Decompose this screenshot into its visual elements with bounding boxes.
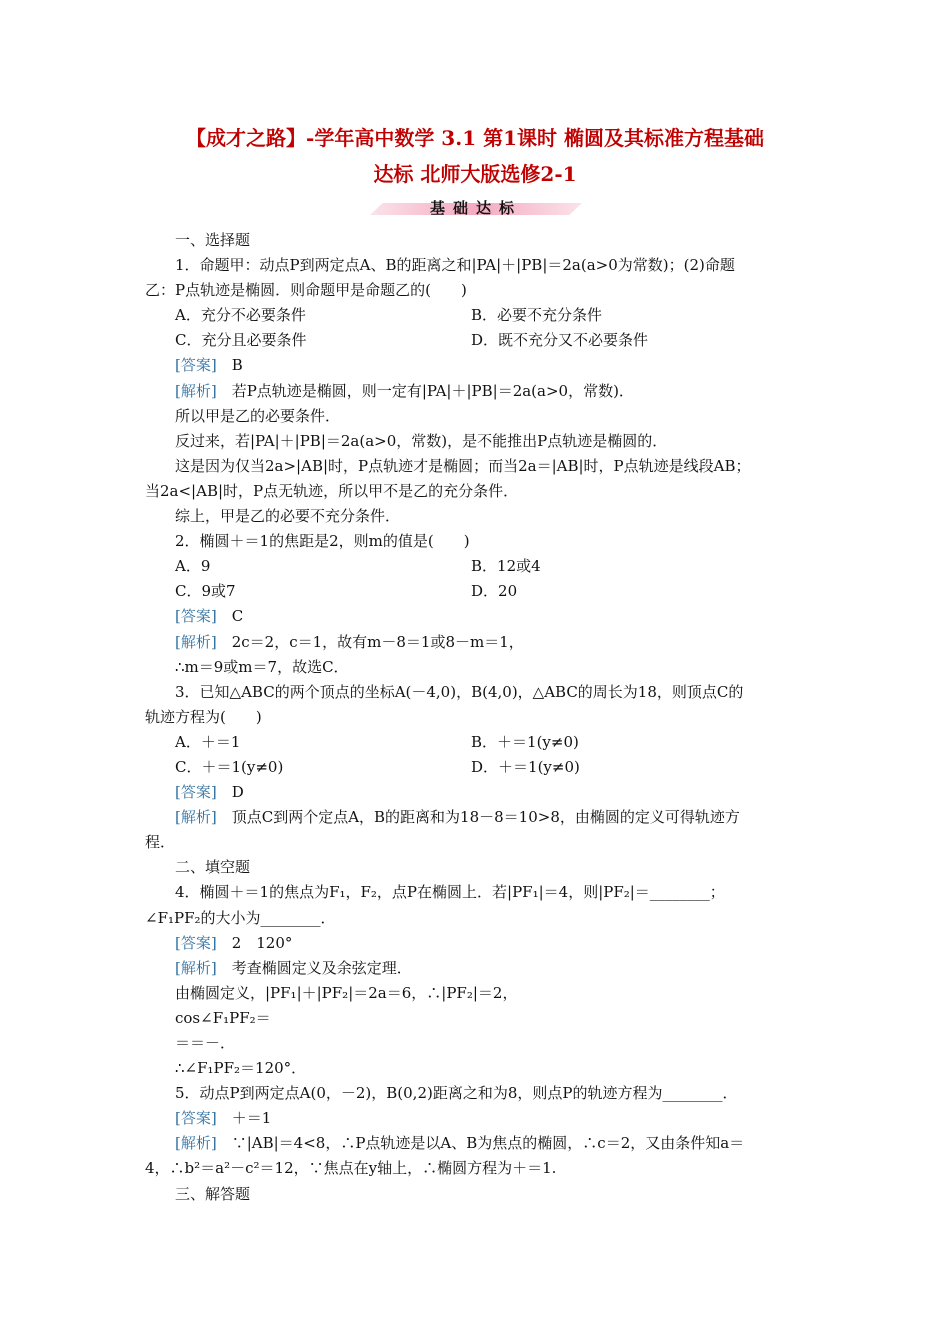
text-line: 程． xyxy=(145,833,176,852)
text-line: ∴m＝9或m＝7，故选C． xyxy=(175,657,349,676)
answer-line xyxy=(145,956,811,981)
answer-line xyxy=(145,604,811,629)
answer-line xyxy=(145,1131,811,1156)
answer-line xyxy=(145,630,811,655)
text-line: 4，∴b²＝a²－c²＝12，∵焦点在y轴上，∴椭圆方程为＋＝1. xyxy=(145,1159,557,1178)
banner-label: 基础达标 xyxy=(429,199,522,217)
text-line: 这是因为仅当2a>|AB|时，P点轨迹才是椭圆；而当2a＝|AB|时，P点轨迹是线段AB； xyxy=(175,456,751,475)
option-right: B．12或4 xyxy=(471,557,541,576)
title-line-2: 达标 北师大版选修2-1 xyxy=(373,162,577,186)
option-left: C．＋＝1(y≠0) xyxy=(175,757,284,776)
option-right: D．既不充分又不必要条件 xyxy=(471,331,649,350)
answer-line xyxy=(145,1106,811,1131)
answer-text: 顶点C到两个定点A，B的距离和为18－8＝10>8，由椭圆的定义可得轨迹方 xyxy=(216,808,740,827)
option-row xyxy=(145,730,811,755)
text-line: ＝＝－． xyxy=(175,1034,236,1052)
text-line: 综上，甲是乙的必要不充分条件． xyxy=(175,507,401,526)
document-body xyxy=(145,228,811,1207)
option-left: A．9 xyxy=(175,557,211,576)
text-line: ∠F₁PF₂的大小为________． xyxy=(145,908,336,927)
text-line: 轨迹方程为( ) xyxy=(145,707,262,726)
text-line: 由椭圆定义，|PF₁|＋|PF₂|＝2a＝6，∴|PF₂|＝2， xyxy=(175,983,518,1002)
option-right: B．必要不充分条件 xyxy=(471,306,603,325)
answer-tag: [答案] xyxy=(175,783,217,802)
text-line: 当2a<|AB|时，P点无轨迹，所以甲不是乙的充分条件． xyxy=(145,481,519,500)
answer-text: B xyxy=(216,356,243,375)
document-title xyxy=(120,120,830,192)
option-left: C．9或7 xyxy=(175,582,236,601)
text-line: 三、解答题 xyxy=(175,1184,251,1203)
answer-text: 2 120° xyxy=(216,933,293,952)
answer-tag: [解析] xyxy=(175,808,217,827)
answer-tag: [答案] xyxy=(175,1109,217,1128)
answer-text: ∵|AB|＝4<8，∴P点轨迹是以A、B为焦点的椭圆，∴c＝2，又由条件知a＝ xyxy=(216,1134,745,1153)
answer-line xyxy=(145,931,811,956)
option-left: A．＋＝1 xyxy=(175,732,241,751)
option-row xyxy=(145,554,811,579)
text-line: cos∠F₁PF₂＝ xyxy=(175,1008,271,1027)
answer-text: C xyxy=(216,607,244,626)
answer-line xyxy=(145,353,811,378)
option-row xyxy=(145,579,811,604)
answer-tag: [答案] xyxy=(175,356,217,375)
text-line: 3．已知△ABC的两个顶点的坐标A(－4,0)，B(4,0)，△ABC的周长为18，则顶点C的 xyxy=(175,682,744,701)
answer-text: 考查椭圆定义及余弦定理． xyxy=(216,958,412,977)
text-line: ∴∠F₁PF₂＝120°． xyxy=(175,1059,307,1078)
text-line: 反过来，若|PA|＋|PB|＝2a(a>0，常数)，是不能推出P点轨迹是椭圆的． xyxy=(175,431,668,450)
text-line: 二、填空题 xyxy=(175,858,251,877)
answer-tag: [答案] xyxy=(175,933,217,952)
answer-line xyxy=(145,379,811,404)
answer-tag: [解析] xyxy=(175,381,217,400)
text-line: 4．椭圆＋＝1的焦点为F₁，F₂，点P在椭圆上．若|PF₁|＝4，则|PF₂|＝________； xyxy=(175,883,725,902)
answer-text: 若P点轨迹是椭圆，则一定有|PA|＋|PB|＝2a(a>0，常数)． xyxy=(216,381,634,400)
answer-text: D xyxy=(216,783,244,802)
answer-tag: [解析] xyxy=(175,632,217,651)
text-line: 2．椭圆＋＝1的焦距是2，则m的值是( ) xyxy=(175,532,470,551)
text-line: 乙：P点轨迹是椭圆．则命题甲是命题乙的( ) xyxy=(145,281,467,300)
option-right: D．20 xyxy=(471,582,518,601)
section-banner xyxy=(370,197,582,219)
option-right: B．＋＝1(y≠0) xyxy=(471,732,579,751)
text-line: 一、选择题 xyxy=(175,231,251,249)
answer-text: 2c＝2，c＝1，故有m－8＝1或8－m＝1， xyxy=(216,632,524,651)
answer-tag: [解析] xyxy=(175,958,217,977)
option-row xyxy=(145,755,811,780)
answer-tag: [解析] xyxy=(175,1134,217,1153)
answer-line xyxy=(145,805,811,830)
title-line-1: 【成才之路】-学年高中数学 3.1 第1课时 椭圆及其标准方程基础 xyxy=(186,126,764,150)
text-line: 1．命题甲：动点P到两定点A、B的距离之和|PA|＋|PB|＝2a(a>0为常数)；(2)命题 xyxy=(175,256,735,275)
answer-text: ＋＝1 xyxy=(216,1109,272,1128)
option-left: C．充分且必要条件 xyxy=(175,331,307,350)
option-right: D．＋＝1(y≠0) xyxy=(471,757,580,776)
answer-tag: [答案] xyxy=(175,607,217,626)
option-row xyxy=(145,303,811,328)
option-row xyxy=(145,328,811,353)
text-line: 5．动点P到两定点A(0，－2)，B(0,2)距离之和为8，则点P的轨迹方程为________． xyxy=(175,1084,738,1103)
answer-line xyxy=(145,780,811,805)
option-left: A．充分不必要条件 xyxy=(175,306,306,325)
text-line: 所以甲是乙的必要条件． xyxy=(175,406,341,425)
